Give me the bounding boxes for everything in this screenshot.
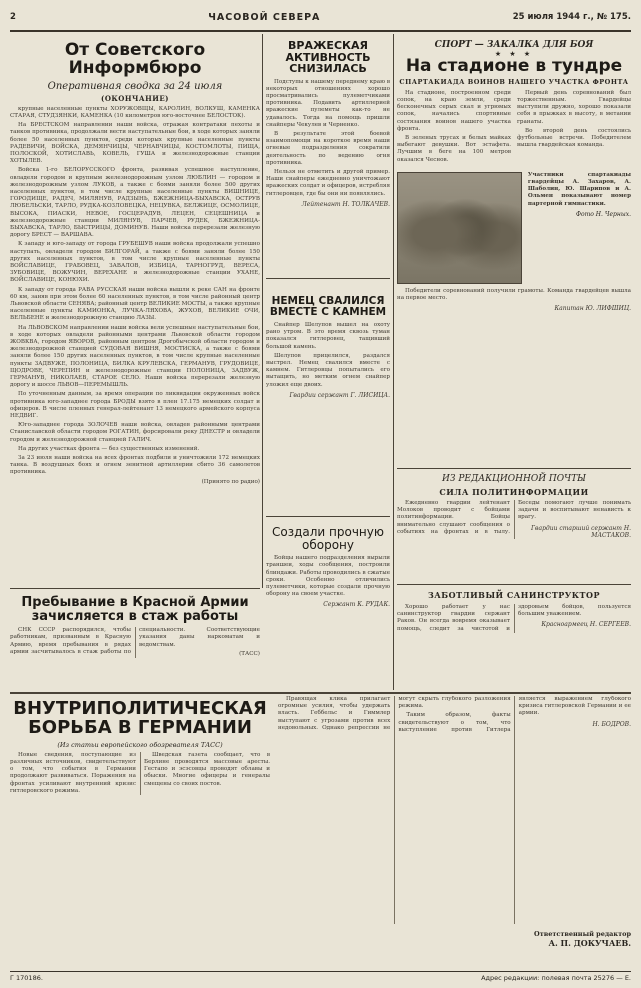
section-rule xyxy=(266,278,390,279)
paragraph: На ЛЬВОВСКОМ направлении наши войска вели успешные наступательные бои, в ходе которых овладели районными центрами Львовской области городом ЖОВКВА, городом ЯВОРОВ, районным центром Дрогобычской области городом и железнодорожной станцией СУДОВАЯ ВИШНЯ, МОСТИСКА, а также с боями заняли более 150 других населенных пунктов, в том числе крупные населенные пункты ЗАДВУЖЕ, ПОЛОНИЦА, БИЛКА КРУЛЕВСКА, ГЕРМАНУВ, ГРУДОВИЦЕ, ЩОДРОВЕ, ЧЕРЕПИН и железнодорожные станции ПОЛОНИЦА, ЗАДВУЖ, ГЕРМАНУВ, НИКОЛАЕВ, СТАРОЕ СЕЛО. Наши войска перерезали железную дорогу и шоссе ЛЬВОВ—ПЕРЕМЫШЛЬ. xyxy=(10,324,260,389)
internal-article xyxy=(10,696,631,968)
section-rule xyxy=(10,588,260,589)
column-rule xyxy=(393,34,394,690)
internal-body-left xyxy=(10,752,270,795)
paragraph: СНК СССР распорядился, чтобы работникам, призванным в Красную Армию, время пребывания в рядах армии засчитывалось в стаж работы по специальности. Соответствующие указания даны наркоматам и ведомствам. xyxy=(10,627,260,655)
sport-photo xyxy=(397,172,522,284)
mail-article xyxy=(397,472,631,582)
paragraph: К западу от города РАВА РУССКАЯ наши войска вышли к реке САН на фронте 60 км, заняв при этом более 60 населенных пунктов, в том числе районный центр Львовской области СЕНЯВА; районный центр ВЕЛИКИЕ МОСТЫ, а также крупные населенные пункты КАМИОНКА, ЛУЧКА-ЛЯХОВА, ЖУХОВ, ВЕЛИКИЕ ОЧИ, ВЕЛЬБЕНЕ и железнодорожную станцию ЛАЗЫ. xyxy=(10,286,260,322)
internal-signature: Н. БОДРОВ. xyxy=(592,720,631,728)
paragraph: В результате этой боевой взаимопомощи на короткое время наши огневые подразделения сократили деятельность по ведению огня противника. xyxy=(266,131,390,166)
sport-signature: Капитан Ю. ЛИФШИЦ. xyxy=(554,305,631,313)
paper-title: ЧАСОВОЙ СЕВЕРА xyxy=(208,11,321,23)
issue-date: 25 июля 1944 г., № 175. xyxy=(512,12,631,22)
radio-note: (Принято по радио) xyxy=(201,478,260,485)
paragraph: Бойцы нашего подразделения вырыли траншеи, ходы сообщения, построили блиндажи. Работы проводились в сжатые сроки. Особенно отличились пулеметчики, которые создали прочную оборону на своем участке. xyxy=(266,555,390,598)
source-label: (ТАСС) xyxy=(239,650,260,657)
editor-label: Ответственный редактор xyxy=(534,930,631,938)
paragraph: На БРЕСТСКОМ направлении наши войска, отражая контратаки пехоты и танков противника, продолжали вести наступательные бои, в ходе которых заняли более 50 населенных пунктов, среди которых крупные населенные пункты РАДЕВИЧИ, ВОЙСКА, ДЕМЯНЧИЦЫ, ЧЕРНАВЧИЦЫ, КОСТОМЛОТЫ, ПИЩА, ПОЛОСКОЙ, ХОТИСЛАВЬ, КОВЕЛЬ, ГУША и железнодорожные станции ХОТЫЛЕВ. xyxy=(10,122,260,165)
internal-title: ВНУТРИПОЛИТИЧЕСКАЯ БОРЬБА В ГЕРМАНИИ xyxy=(13,698,267,738)
paragraph: Правящая клика прилагает огромные усилия, чтобы удержать власть. Геббельс и Гиммлер выступают с угрозами против всех недовольных. Однако репрессии не могут скрыть глубокого разложения режима. xyxy=(278,696,511,731)
sport-subtitle: СПАРТАКИАДА ВОИНОВ НАШЕГО УЧАСТКА ФРОНТА xyxy=(399,77,629,86)
paragraph: За 23 июля наши войска на всех фронтах подбили и уничтожили 172 немецких танка. В воздушных боях и огнем зенитной артиллерии сбито 36 самолетов противника. xyxy=(10,455,260,476)
paragraph: По уточненным данным, за время операции по ликвидации окруженных войск противника юго-западнее города БРОДЫ взято в плен 17.175 немецких солдат и офицеров. В числе пленных генерал-лейтенант 13 немецкого армейского корпуса НЕДВИГ. xyxy=(10,391,260,420)
defense-signature: Сержант К. РУДАК. xyxy=(323,601,390,609)
sport-title: На стадионе в тундре xyxy=(405,56,623,76)
editorial-address: Адрес редакции: полевая почта 25276 — Е. xyxy=(481,974,631,982)
photo-credit: Фото Н. Черных. xyxy=(575,210,631,218)
paragraph: Первый день соревнований был торжественным. Гвардейцы выступили дружно, хорошо показали себя в прыжках в высоту, в метании гранаты. xyxy=(517,89,631,125)
paragraph: Во второй день состоялись футбольные встречи. Победителем вышла гвардейская команда. xyxy=(517,127,631,149)
page-number: 2 xyxy=(10,12,16,22)
page-footer xyxy=(10,971,631,984)
paragraph: Войска 1-го БЕЛОРУССКОГО фронта, развивая успешное наступление, овладели городом и крупным железнодорожным узлом ЛЮБЛИН — городом и железнодорожным узлом ЛУКОВ, а также с боями заняли более 500 других населенных пунктов, в том числе крупные населенные пункты ВИШНИЦЕ, ГОРОДИЩЕ, РАДЕЧ, МИЛЯНУВ, РАДЗЫНЬ, БЖЕЖНИЦА-БЫХАВСКА, ОСТРУВ ЛЮБЕЛЬСКИ, ТАРЛО, РУДКА-КОЗЛОВЕЦКА, НЕЦУВКА, БЕЛЖИЦЕ, ОСМОЛИЦЕ, ВЫСОКА, ПИАСКИ, НЕВОЕ, ГОСЦЕРАДУВ, ЛЕЦЕН, СЕЦЕШНИЦА и железнодорожные станции МИЛЯНУВ, ПАРЧЕВ, РУДЕК, БЖЕЖНИЦА-БЫХАВСКА, ТАРЛО, БЫСТРИЦЫ, ДОМИНУВ. Наши войска перерезали железную дорогу БРЕСТ — ВАРШАВА. xyxy=(10,167,260,239)
sovinform-title: От Советского Информбюро xyxy=(64,40,206,78)
sanitar-signature: Красноармеец Н. СЕРГЕЕВ. xyxy=(541,621,631,629)
paragraph: Юго-западнее города ЗОЛОЧЕВ наши войска, овладев районными центрами Станиславской области городом РОГАТИН, форсировали реку ДНЕСТР и овладели городом и железнодорожной станцией ГАЛИЧ. xyxy=(10,422,260,443)
masthead xyxy=(10,4,631,32)
paragraph: В зеленых трусах и белых майках выбегают девушки. Вот эстафета. Лучшим в беге на 100 метров оказался Чеснов. xyxy=(397,135,511,163)
paragraph: Победители соревнований получили грамоты. Команда гвардейцев вышла на первое место. xyxy=(397,287,631,302)
paragraph: Снайпер Шелупов вышел на охоту рано утром. В это время сквозь туман показался гитлеровец, тащивший большой камень. xyxy=(266,322,390,350)
sport-article xyxy=(397,34,631,464)
sport-body-left xyxy=(397,90,511,166)
paragraph: На стадионе, построенном среди сопок, на краю земли, среди бесконечных серых скал и угрюмых сопок, начались спортивные состязания воинов нашего участка фронта. xyxy=(397,89,511,132)
stone-title: НЕМЕЦ СВАЛИЛСЯ ВМЕСТЕ С КАМНЕМ xyxy=(269,295,387,319)
defense-title: Создали прочную оборону xyxy=(272,525,384,552)
paragraph: Подступы к нашему переднему краю в некоторых отношениях хорошо просматривались пулеметчиками противника. Подавить артиллерией вражеские пулеметы как-то не удавалось. Тогда на помощь пришли снайперы Чекулев и Черненко. xyxy=(266,78,390,128)
sovinform-subtitle: Оперативная сводка за 24 июля xyxy=(47,80,223,92)
sovinform-note: (ОКОНЧАНИЕ) xyxy=(101,93,169,103)
sport-result xyxy=(397,288,631,313)
editor-name: А. П. ДОКУЧАЕВ. xyxy=(548,938,631,948)
defense-body xyxy=(266,555,390,608)
sport-body-right xyxy=(517,90,631,166)
defense-article xyxy=(266,520,390,690)
sovinform-article xyxy=(10,34,260,584)
editor-block xyxy=(278,930,631,948)
paragraph: Таким образом, факты свидетельствуют о том, что выступление против Гитлера является выражением глубокого кризиса гитлеровской Германии и ее армии. xyxy=(398,696,631,733)
paragraph: Шелупов прицелился, раздался выстрел. Немец свалился вместе с камнем. Гитлеровцы попытались его вытащить, но метким огнем снайпер уложил еще двоих. xyxy=(266,352,390,388)
mail-section: СИЛА ПОЛИТИНФОРМАЦИИ xyxy=(439,487,589,497)
sanitar-article xyxy=(397,588,631,688)
sniper-title: ВРАЖЕСКАЯ АКТИВНОСТЬ СНИЗИЛАСЬ xyxy=(285,39,371,76)
sanitar-title: ЗАБОТЛИВЫЙ САНИНСТРУКТОР xyxy=(428,590,600,600)
paragraph: Новые сведения, поступающие из различных источников, свидетельствуют о том, что события в Германии продолжают развиваться. Поражения на фронтах усиливают внутренний кризис гитлеровского режима. xyxy=(10,751,136,794)
sanitar-body xyxy=(397,604,631,633)
section-rule xyxy=(397,468,631,469)
paragraph: Шведская газета сообщает, что в Берлине проводятся массовые аресты. Гестапо и эсэсовцы проводят облавы и обыски. Многие офицеры и генералы смещены со своих постов. xyxy=(144,751,270,787)
section-rule xyxy=(397,584,631,585)
section-rule xyxy=(266,516,390,517)
red-army-title: Пребывание в Красной Армии зачисляется в стаж работы xyxy=(21,595,249,624)
stone-article xyxy=(266,282,390,512)
internal-body-right xyxy=(278,696,631,924)
paragraph: Хорошо работает у нас санинструктор гвардии сержант Раков. Он всегда вовремя оказывает помощь, следит за чистотой и здоровьем бойцов, пользуется большим уважением. xyxy=(397,604,631,632)
paragraph: На других участках фронта — без существенных изменений. xyxy=(18,445,200,452)
sniper-body xyxy=(266,79,390,208)
mail-rubric: ИЗ РЕДАКЦИОННОЙ ПОЧТЫ xyxy=(442,474,586,484)
sovinform-body xyxy=(10,106,260,486)
sport-rubric: СПОРТ — ЗАКАЛКА ДЛЯ БОЯ xyxy=(434,40,594,50)
paragraph: К западу и юго-западу от города ГРУБЕШУВ наши войска продолжали успешно наступать, овладели городом БИЛГОРАЙ, а также с боями заняли более 150 других населенных пунктов, в том числе крупные населенные пункты ВОЙСЛАВИЦЕ, ГРАБОВЕЦ, ЗАВАЛОВ, ИЗБИЦА, ТАРНОГРУД, ВЕРЕСА, ЗУБОВИЦЕ, ВОЖУЧИН, ВЕРЕХАНЕ и железнодорожные станции УХАНЕ, ВОЙСЛАВИЦЕ, КОНЮХИ. xyxy=(10,241,260,284)
paragraph: Ежедневно гвардии лейтенант Молоков проводит с бойцами политинформации. Бойцы внимательно слушают сообщения о событиях на фронтах и в тылу. Беседы помогают лучше понимать задачи и воспитывают ненависть к врагу. xyxy=(397,500,631,535)
photo-caption: Участники спартакиады гвардейцы А. Захаров, А. Шаболин, Ю. Шарипов и А. Ольмен показывают номер партерной гимнастики. xyxy=(527,171,631,207)
section-rule xyxy=(10,692,631,694)
column-rule xyxy=(262,34,263,588)
print-code: Г 170186. xyxy=(10,974,43,982)
stone-body xyxy=(266,322,390,399)
stone-signature: Гвардии сержант Г. ЛИСИЦА. xyxy=(289,391,390,399)
red-army-body xyxy=(10,627,260,658)
internal-source: (Из статьи европейского обозревателя ТАСС) xyxy=(57,740,223,749)
mail-signature: Гвардии старший сержант Н. МАСТАКОВ. xyxy=(531,524,631,539)
sniper-article xyxy=(266,34,390,274)
sniper-signature: Лейтенант Н. ТОЛКАЧЕВ. xyxy=(301,200,390,208)
sport-stars: ★ ★ ★ xyxy=(494,50,534,58)
mail-body xyxy=(397,500,631,539)
paragraph: Нельзя не отметить и другой пример. Наши снайперы ежедневно уничтожают вражеских солдат и офицеров, истребляя гитлеровцев, где бы они ни появлялись. xyxy=(266,169,390,197)
paragraph: крупные населенные пункты ХОРУЖОВЩЫ, КАРОЛИН, ВОЛКУШ, КАМЕНКА СТАРАЯ, СТУДЗЯНКИ, КАМЕНКА (10 километров юго-восточнее БЕЛОСТОК). xyxy=(10,105,260,119)
red-army-article xyxy=(10,592,260,690)
